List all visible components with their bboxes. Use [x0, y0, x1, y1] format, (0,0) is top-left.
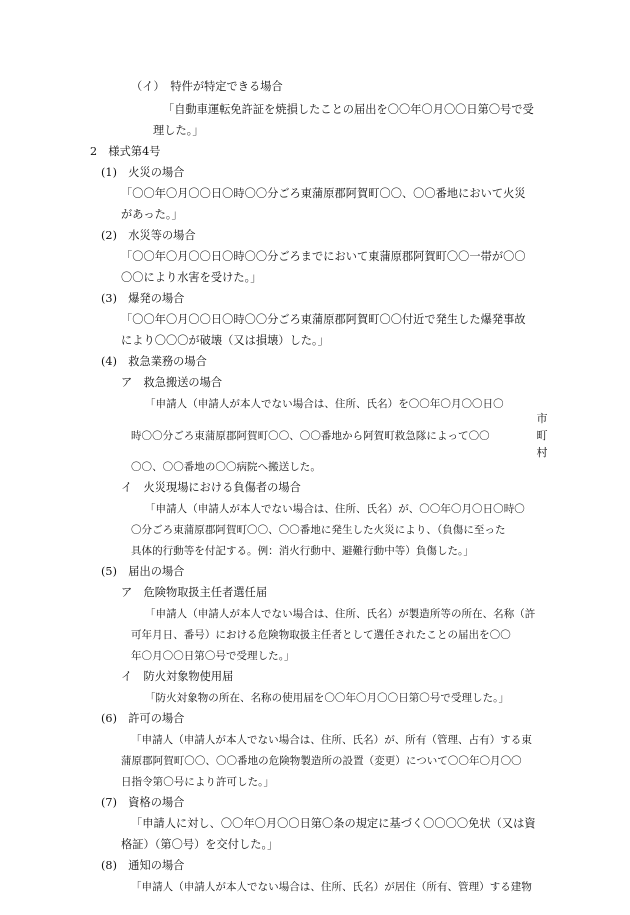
quote-line: 〇分ごろ東蒲原郡阿賀町〇〇、〇〇番地に発生した火災により、（負傷に至った [131, 524, 506, 536]
quote-line: 〇〇、〇〇番地の〇〇病院へ搬送した。 [131, 461, 321, 473]
quote-line: により〇〇〇が破壊（又は損壊）した。」 [121, 334, 329, 347]
subitem-heading-5b: イ 防火対象物使用届 [121, 670, 234, 683]
quote-line: 時〇〇分ごろ東蒲原郡阿賀町〇〇、〇〇番地から阿賀町救急隊によって〇〇 [131, 430, 490, 442]
quote-line: 「申請人（申請人が本人でない場合は、住所、氏名）が製造所等の所在、名称（許 [145, 608, 536, 620]
item-heading-1: (1) 火災の場合 [101, 166, 185, 179]
quote-line: 具体的行動等を付記する。例：消火行動中、避難行動中等）負傷した。」 [131, 545, 474, 557]
quote-line: があった。」 [121, 208, 183, 221]
item-heading-2: (2) 水災等の場合 [101, 229, 196, 242]
subitem-heading-4a: ア 救急搬送の場合 [121, 376, 223, 389]
quote-line: 〇〇により水害を受けた。」 [121, 271, 262, 284]
item-heading-4: (4) 救急業務の場合 [101, 355, 207, 368]
item-heading-7: (7) 資格の場合 [101, 796, 185, 809]
side-note-town: 町 [536, 429, 548, 442]
quote-line: 「申請人（申請人が本人でない場合は、住所、氏名）が居住（所有、管理）する建物 [131, 881, 532, 893]
side-note-city: 市 [536, 412, 548, 425]
side-note-village: 村 [536, 446, 548, 459]
subitem-heading-4b: イ 火災現場における負傷者の場合 [121, 481, 301, 494]
item-heading-8: (8) 通知の場合 [101, 859, 185, 872]
quote-line: 「申請人に対し、〇〇年〇月〇〇日第〇条の規定に基づく〇〇〇〇免状（又は資 [131, 817, 536, 830]
quote-line: 「〇〇年〇月〇〇日〇時〇〇分ごろまでにおいて東蒲原郡阿賀町〇〇一帯が〇〇 [121, 250, 526, 263]
section-heading-2: 2 様式第4号 [90, 145, 161, 158]
quote-line: 蒲原郡阿賀町〇〇、〇〇番地の危険物製造所の設置（変更）について〇〇年〇月〇〇 [121, 755, 522, 767]
quote-line: 「申請人（申請人が本人でない場合は、住所、氏名）を〇〇年〇月〇〇日〇 [145, 398, 504, 410]
subsection-heading-i: （イ） 特件が特定できる場合 [131, 80, 283, 93]
quote-line: 「自動車運転免許証を焼損したことの届出を〇〇年〇月〇〇日第〇号で受 [163, 103, 534, 116]
quote-line: 格証）（第〇号）を交付した。」 [121, 838, 279, 851]
quote-line: 「申請人（申請人が本人でない場合は、住所、氏名）が、所有（管理、占有）する東 [131, 734, 532, 746]
item-heading-6: (6) 許可の場合 [101, 712, 185, 725]
item-heading-5: (5) 届出の場合 [101, 565, 185, 578]
quote-line: 年〇月〇〇日第〇号で受理した。」 [131, 650, 295, 662]
quote-line: 日指令第〇号により許可した。」 [121, 776, 274, 788]
quote-line: 理した。」 [153, 124, 204, 137]
quote-line: 可年月日、番号）における危険物取扱主任者として選任されたことの届出を〇〇 [131, 629, 511, 641]
quote-line: 「申請人（申請人が本人でない場合は、住所、氏名）が、〇〇年〇月〇日〇時〇 [145, 503, 525, 515]
quote-line: 「〇〇年〇月〇〇日〇時〇〇分ごろ東蒲原郡阿賀町〇〇、〇〇番地において火災 [121, 187, 526, 200]
quote-line: 「防火対象物の所在、名称の使用届を〇〇年〇月〇〇日第〇号で受理した。」 [145, 692, 509, 704]
subitem-heading-5a: ア 危険物取扱主任者選任届 [121, 586, 268, 599]
quote-line: 「〇〇年〇月〇〇日〇時〇〇分ごろ東蒲原郡阿賀町〇〇付近で発生した爆発事故 [121, 313, 526, 326]
item-heading-3: (3) 爆発の場合 [101, 292, 185, 305]
